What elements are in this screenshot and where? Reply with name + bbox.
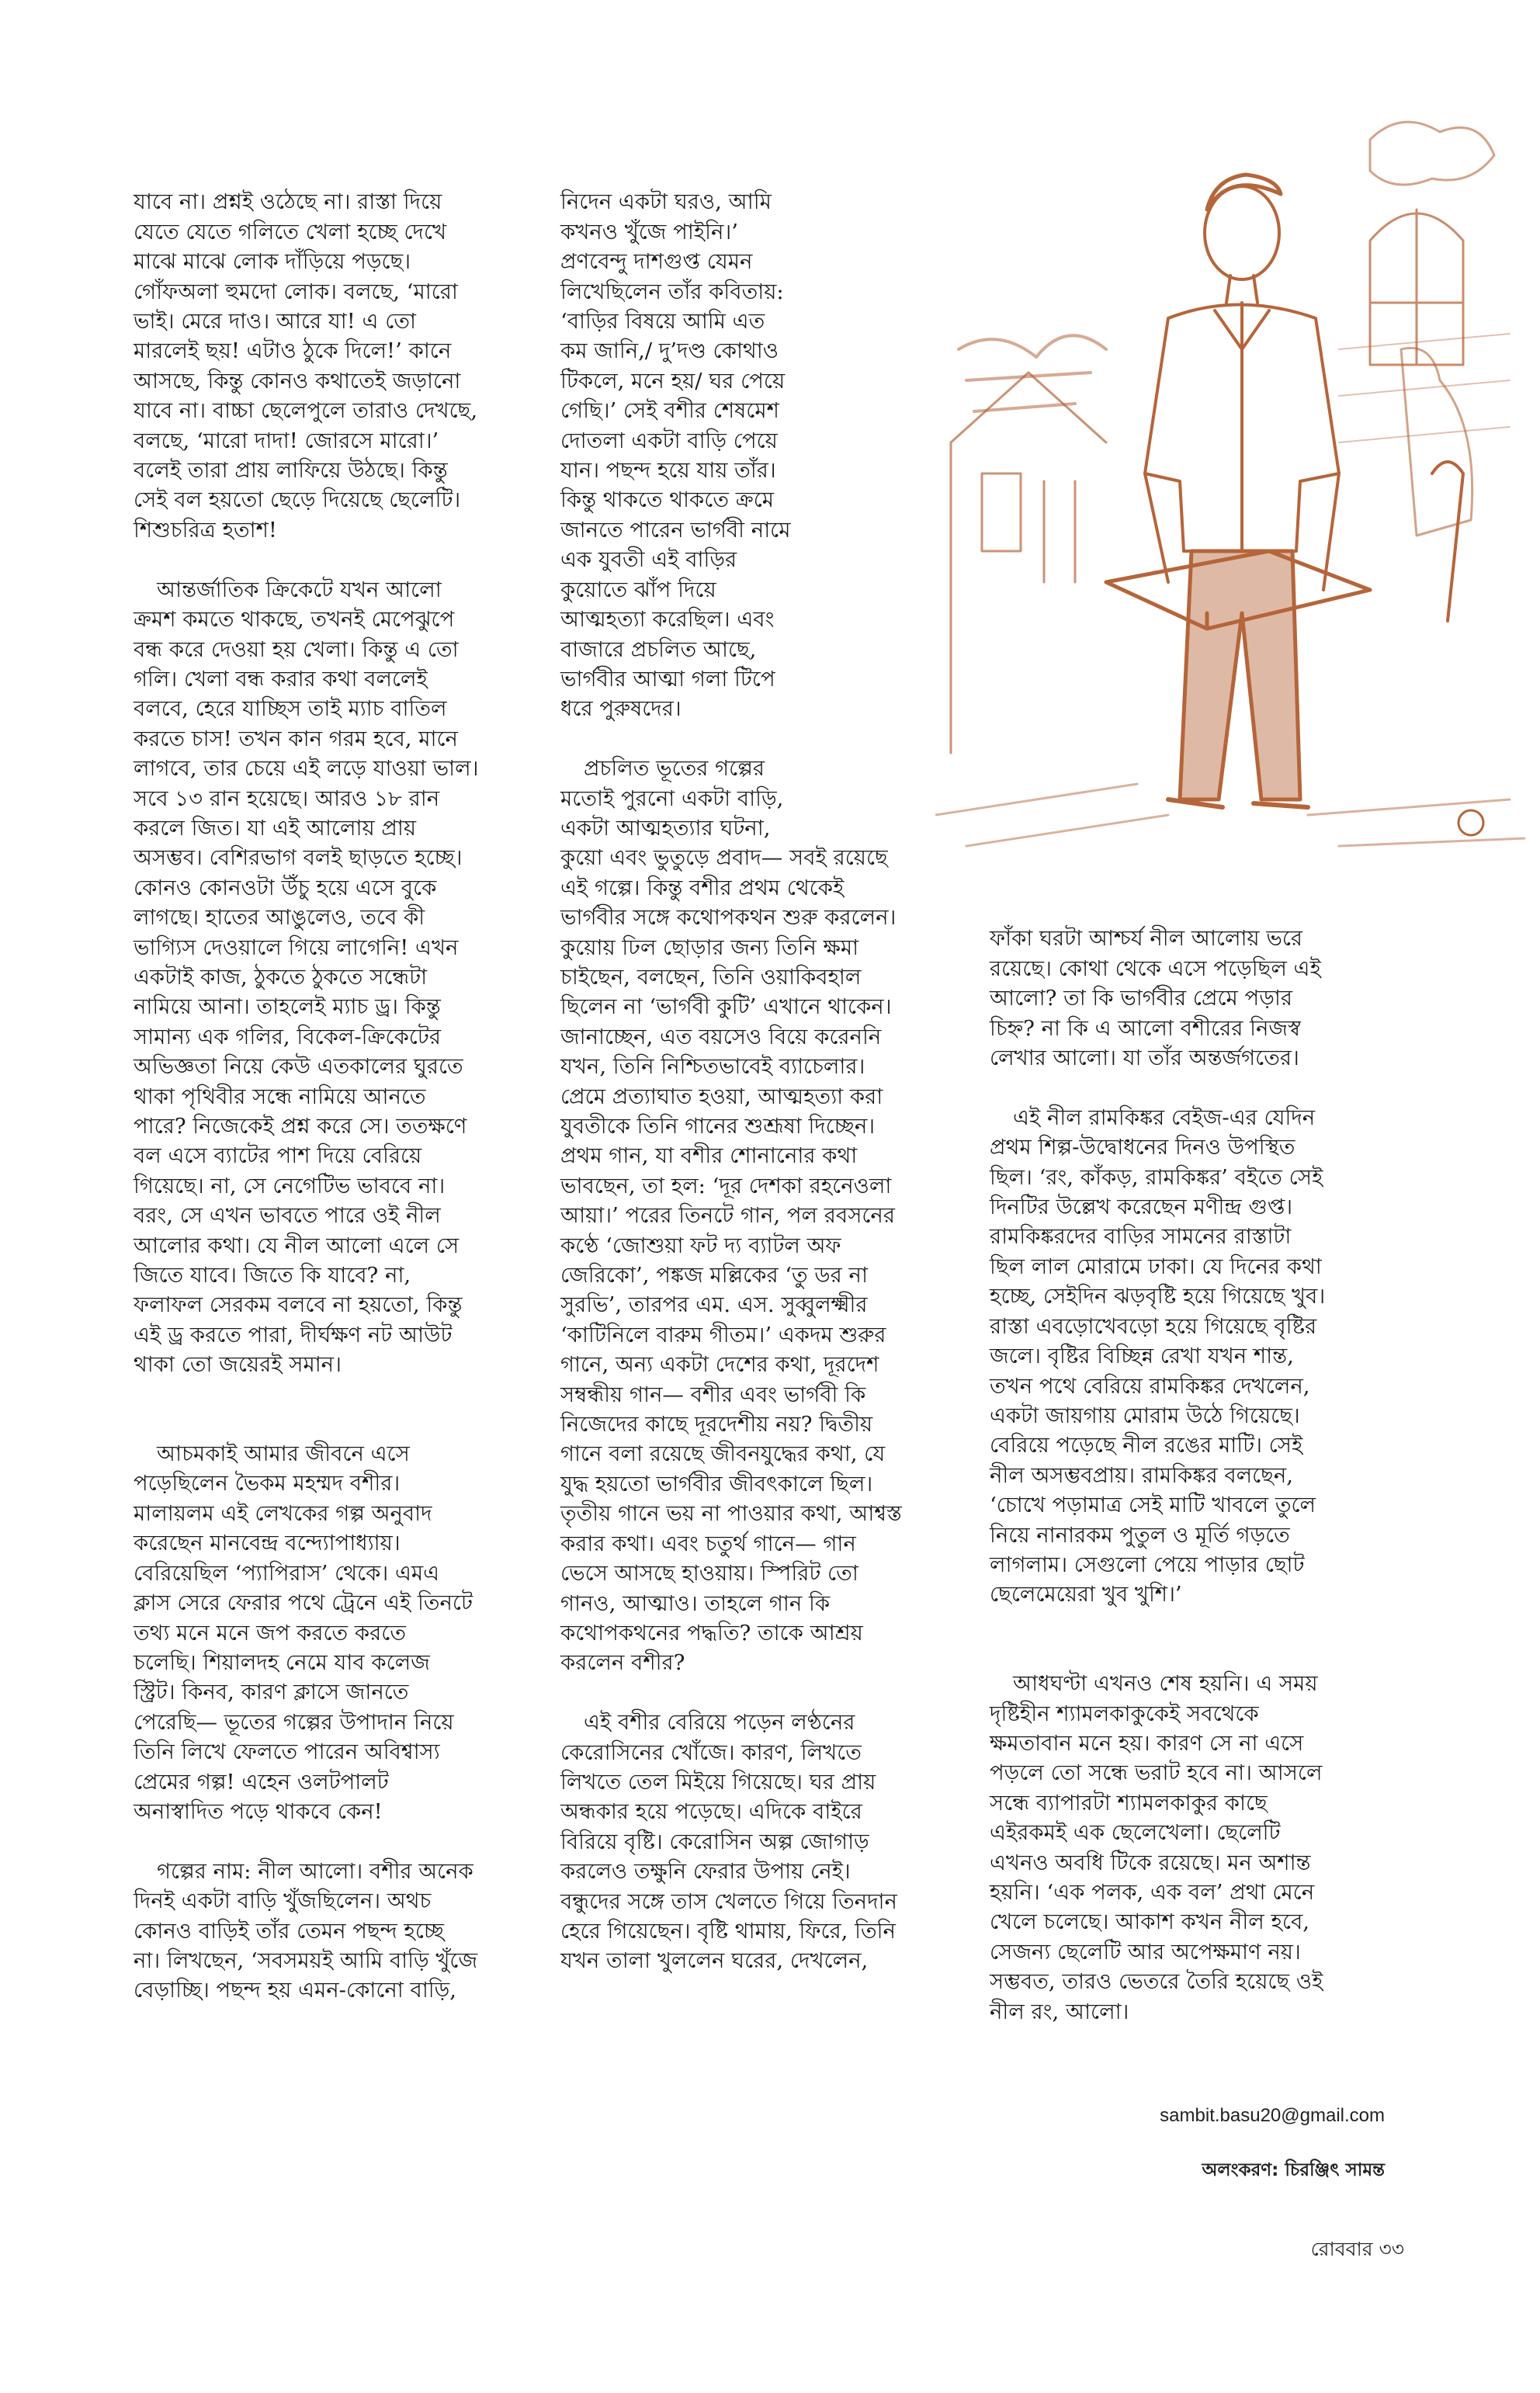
paragraph: যাবে না। প্রশ্নই ওঠেছে না। রাস্তা দিয়ে যেতে যেতে গলিতে খেলা হচ্ছে দেখে মাঝে মাঝে লোক দাঁড়িয়ে পড়ছে। গোঁফঅলা হুমদো লোক। বলছে, ‘মারো ভাই। মেরে দাও। আরে যা! এ তো মারলেই ছয়! এটাও ঠুকে দিলে!’ কানে আসছে, কিন্তু কোনও কথাতেই জড়ানো যাবে না। বাচ্চা ছেলেপুলে তারাও দেখছে, বলছে, ‘মারো দাদা! জোরসে মারো।’ বলেই তারা প্রায় লাফিয়ে উঠছে। কিন্তু সেই বল হয়তো ছেড়ে দিয়েছে ছেলেটি। শিশুচরিত্র হতাশ! [134, 189, 478, 543]
shading-left [959, 335, 1106, 411]
ground-strokes [935, 784, 1525, 846]
illustration-sketch [935, 116, 1525, 877]
wall-lines [1339, 334, 1510, 442]
paragraph: আধঘণ্টা এখনও শেষ হয়নি। এ সময় দৃষ্টিহীন শ্যামলকাকুকেই সবথেকে ক্ষমতাবান মনে হয়। কারণ সে না এসে পড়লে তো সন্ধে ভরাট হবে না। আসলে সন্ধে ব্যাপারটা শ্যামলকাকুর কাছে এইরকমই এক ছেলেখেলা। ছেলেটি এখনও অবধি টিকে রয়েছে। মন অশান্ত হয়নি। ‘এক পলক, এক বল’ প্রথা মেনে খেলে চলেছে। আকাশ কখন নীল হবে, সেজন্য ছেলেটি আর অপেক্ষমাণ নয়। সম্ভবত, তারও ভেতরে তৈরি হয়েছে ওই নীল রং, আলো। [990, 1671, 1323, 2024]
paragraph: এই বশীর বেরিয়ে পড়েন লণ্ঠনের কেরোসিনের খোঁজে। কারণ, লিখতে লিখতে তেল মিইয়ে গিয়েছে। ঘর প্রায় অন্ধকার হয়ে পড়েছে। এদিকে বাইরে বিরিয়ে বৃষ্টি। কেরোসিন অল্প জোগাড় করলেও তক্ষুনি ফেরার উপায় নেই। বন্ধুদের সঙ্গে তাস খেলতে গিয়ে তিনদান হেরে গিয়েছেন। বৃষ্টি থামায়, ফিরে, তিনি যখন তালা খুললেন ঘরের, দেখলেন, [560, 1710, 897, 1974]
page-folio: রোববার ৩৩ [1310, 2238, 1404, 2260]
paragraph: এই নীল রামকিঙ্কর বেইজ-এর যেদিন প্রথম শিল্প-উদ্বোধনের দিনও উপস্থিত ছিল। ‘রং, কাঁকড়, রামকিঙ্কর’ বইতে সেই দিনটির উল্লেখ করেছেন মণীন্দ্র গুপ্ত। রামকিঙ্করদের বাড়ির সামনের রাস্তাটা ছিল লাল মোরামে ঢাকা। যে দিনের কথা হচ্ছে, সেইদিন ঝড়বৃষ্টি হয়ে গিয়েছে খুব। রাস্তা এবড়োখেবড়ো হয়ে গিয়েছে বৃষ্টির জলে। বৃষ্টির বিচ্ছিন্ন রেখা যখন শান্ত, তখন পথে বেরিয়ে রামকিঙ্কর দেখলেন, একটা জায়গায় মোরাম উঠে গিয়েছে। বেরিয়ে পড়েছে নীল রঙের মাটি। সেই নীল অসম্ভবপ্রায়। রামকিঙ্কর বলছেন, ‘চোখে পড়ামাত্র সেই মাটি খাবলে তুলে নিয়ে নানারকম পুতুল ও মূর্তি গড়তে লাগলাম। সেগুলো পেয়ে পাড়ার ছোট ছেলেমেয়েরা খুব খুশি।’ [990, 1105, 1326, 1607]
paragraph: গল্পের নাম: নীল আলো। বশীর অনেক দিনই একটা বাড়ি খুঁজছিলেন। অথচ কোনও বাড়িই তাঁর তেমন পছন্দ হচ্ছে না। লিখছেন, ‘সবসময়ই আমি বাড়ি খুঁজে বেড়াচ্ছি। পছন্দ হয় এমন-কোনো বাড়ি, [134, 1858, 478, 2003]
author-email: sambit.basu20@gmail.com [1160, 2105, 1385, 2126]
house-left [951, 373, 1106, 753]
article-column-1 [134, 158, 537, 2035]
article-column-2 [560, 158, 972, 2006]
illustration-credit: অলংকরণ: চিরঞ্জিৎ সামন্ত [1202, 2160, 1385, 2180]
man-shirt [1145, 303, 1339, 551]
side-figure [1401, 348, 1472, 536]
umbrella-handle [1432, 462, 1463, 621]
article-column-3 [990, 894, 1401, 2056]
paragraph: আন্তর্জাতিক ক্রিকেটে যখন আলো ক্রমশ কমতে থাকছে, তখনই মেপেঝুপে বন্ধ করে দেওয়া হয় খেলা। কিন্তু এ তো গলি। খেলা বন্ধ করার কথা বললেই বলবে, হেরে যাচ্ছিস তাই ম্যাচ বাতিল করতে চাস! তখন কান গরম হবে, মানে লাগবে, তার চেয়ে এই লড়ে যাওয়া ভাল। সবে ১৩ রান হয়েছে। আরও ১৮ রান করলে জিত। যা এই আলোয় প্রায় অসম্ভব। বেশিরভাগ বলই ছাড়তে হচ্ছে। কোনও কোনওটা উঁচু হয়ে এসে বুকে লাগছে। হাতের আঙুলেও, তবে কী ভাগ্যিস দেওয়ালে গিয়ে লাগেনি! এখন একটাই কাজ, ঠুকতে ঠুকতে সন্ধেটা নামিয়ে আনা। তাহলেই ম্যাচ ড্র। কিন্তু সামান্য এক গলির, বিকেল-ক্রিকেটের অভিজ্ঞতা নিয়ে কেউ এতকালের ঘুরতে থাকা পৃথিবীর সন্ধে নামিয়ে আনতে পারে? নিজেকেই প্রশ্ন করে সে। ততক্ষণে বল এসে ব্যাটের পাশ দিয়ে বেরিয়ে গিয়েছে। না, সে নেগেটিভ ভাববে না। বরং, সে এখন ভাবতে পারে ওই নীল আলোর কথা। যে নীল আলো এলে সে জিতে যাবে। জিতে কি যাবে? না, ফলাফল সেরকম বলবে না হয়তো, কিন্তু এই ড্র করতে পারা, দীর্ঘক্ষণ নট আউট থাকা তো জয়েরই সমান। [134, 577, 479, 1378]
artist-signature [1458, 810, 1483, 835]
paragraph: প্রচলিত ভূতের গল্পের মতোই পুরনো একটা বাড়ি, একটা আত্মহত্যার ঘটনা, কুয়ো এবং ভুতুড়ে প্রবাদ— সবই রয়েছে এই গল্পে। কিন্তু বশীর প্রথম থেকেই ভার্গবীর সঙ্গে কথোপকথন শুরু করলেন। কুয়োয় ঢিল ছোড়ার জন্য তিনি ক্ষমা চাইছেন, বলছেন, তিনি ওয়াকিবহাল ছিলেন না ‘ভার্গবী কুটি’ এখানে থাকেন। জানাচ্ছেন, এত বয়সেও বিয়ে করেননি যখন, তিনি নিশ্চিতভাবেই ব্যাচেলার। প্রেমে প্রত্যাঘাত হওয়া, আত্মহত্যা করা যুবতীকে তিনি গানের শুশ্রূষা দিচ্ছেন। প্রথম গান, যা বশীর শোনানোর কথা ভাবছেন, তা হল: ‘দূর দেশকা রহনেওলা আয়া।’ পরের তিনটে গান, পল রবসনের কণ্ঠে ‘জোশুয়া ফট দ্য ব্যাটল অফ জেরিকো’, পঙ্কজ মল্লিকের ‘তু ডর না সুরভি’, তারপর এম. এস. সুব্বুলক্ষ্মীর ‘কাটিনিলে বারুম গীতম।’ একদম শুরুর গানে, অন্য একটা দেশের কথা, দূরদেশ সম্বন্ধীয় গান— বশীর এবং ভার্গবী কি নিজেদের কাছে দূরদেশীয় নয়? দ্বিতীয় গানে বলা রয়েছে জীবনযুদ্ধের কথা, যে যুদ্ধ হয়তো ভার্গবীর জীবৎকালে ছিল। তৃতীয় গানে ভয় না পাওয়ার কথা, আশ্বস্ত করার কথা। এবং চতুর্থ গানে— গান ভেসে আসছে হাওয়ায়। স্পিরিট তো গানও, আত্মাও। তাহলে গান কি কথোপকথনের পদ্ধতি? তাকে আশ্রয় করলেন বশীর? [560, 756, 902, 1676]
paragraph: নিদেন একটা ঘরও, আমি কখনও খুঁজে পাইনি।’ প্রণবেন্দু দাশগুপ্ত যেমন লিখেছিলেন তাঁর কবিতায়: ‘বাড়ির বিষয়ে আমি এত কম জানি,/ দু’দণ্ড কোথাও টিকলে, মনে হয়/ ঘর পেয়ে গেছি।’ সেই বশীর শেষমেশ দোতলা একটা বাড়ি পেয়ে যান। পছন্দ হয়ে যায় তাঁর। কিন্তু থাকতে থাকতে ক্রমে জানতে পারেন ভার্গবী নামে এক যুবতী এই বাড়ির কুয়োতে ঝাঁপ দিয়ে আত্মহত্যা করেছিল। এবং বাজারে প্রচলিত আছে, ভার্গবীর আত্মা গলা টিপে ধরে পুরুষদের। [560, 189, 791, 722]
tree-top [1370, 122, 1494, 185]
paragraph: ফাঁকা ঘরটা আশ্চর্য নীল আলোয় ভরে রয়েছে। কোথা থেকে এসে পড়েছিল এই আলো? তা কি ভার্গবীর প্রেমে পড়ার চিহ্ন? না কি এ আলো বশীরের নিজস্ব লেখার আলো। যা তাঁর অন্তর্জগতের। [990, 926, 1321, 1071]
paragraph: আচমকাই আমার জীবনে এসে পড়েছিলেন ভৈকম মহম্মদ বশীর। মালায়লম এই লেখকের গল্প অনুবাদ করেছেন মানবেন্দ্র বন্দ্যোপাধ্যায়। বেরিয়েছিল ‘প্যাপিরাস’ থেকে। এমএ ক্লাস সেরে ফেরার পথে ট্রেনে এই তিনটে তথ্য মনে মনে জপ করতে করতে চলেছি। শিয়ালদহ নেমে যাব কলেজ স্ট্রিট। কিনব, কারণ ক্লাসে জানতে পেরেছি— ভূতের গল্পের উপাদান নিয়ে তিনি লিখে ফেলতে পারেন অবিশ্বাস্য প্রেমের গল্প! এহেন ওলটপালট অনাস্বাদিত পড়ে থাকবে কেন! [134, 1441, 473, 1824]
man-trousers [1180, 551, 1300, 799]
